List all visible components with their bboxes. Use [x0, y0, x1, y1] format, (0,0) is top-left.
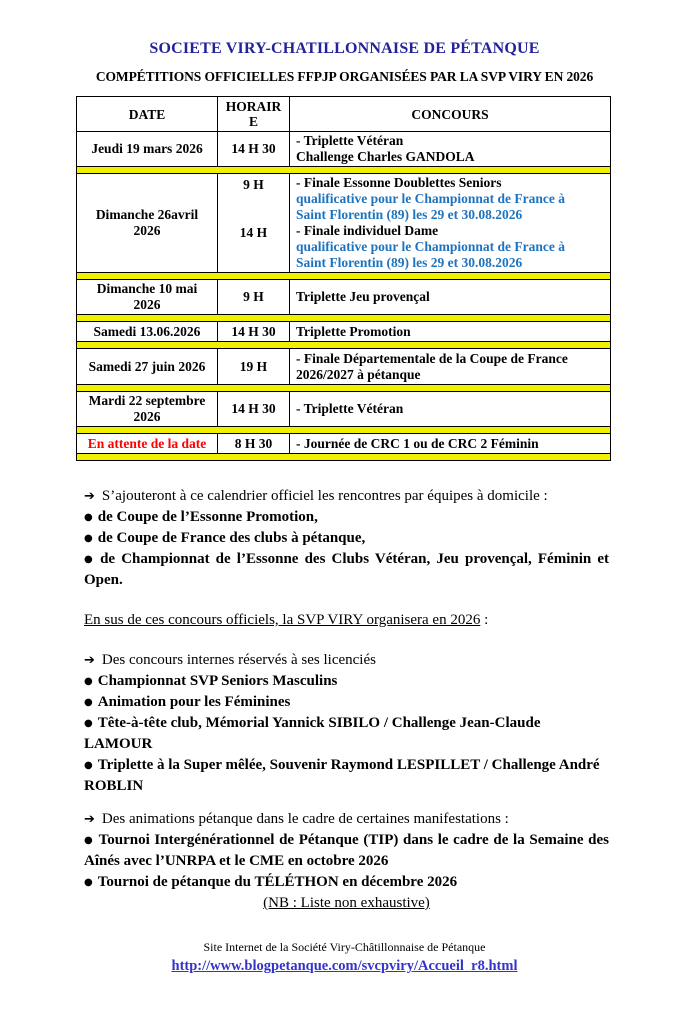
qualifier-line: qualificative pour le Championnat de France à	[296, 191, 566, 206]
time-cell: 14 H 30	[218, 322, 290, 342]
bullet-text: Tournoi de pétanque du TÉLÉTHON en décembre 2026	[97, 874, 458, 890]
time-cell: 14 H 30	[218, 392, 290, 427]
bullet-text: de Championnat de l’Essonne des Clubs Vétéran, Jeu provençal, Féminin et Open.	[84, 551, 609, 588]
bullet-icon: ●	[84, 835, 94, 846]
date-cell: Samedi 13.06.2026	[77, 322, 218, 342]
bullet-text: Tête-à-tête club, Mémorial Yannick SIBILO / Challenge Jean-Claude LAMOUR	[84, 715, 541, 752]
bullet-item	[84, 528, 609, 549]
event-line: Triplette Promotion	[296, 323, 411, 339]
table-row	[77, 132, 611, 167]
table-header-row	[77, 97, 611, 132]
separator-row	[77, 427, 611, 434]
time-value: 14 H	[239, 225, 268, 240]
site-link[interactable]: http://www.blogpetanque.com/svcpviry/Accueil_r8.html	[171, 958, 518, 974]
col-header-date: DATE	[77, 97, 218, 132]
bullet-icon: ●	[84, 512, 93, 523]
bullet-text: Championnat SVP Seniors Masculins	[97, 673, 338, 689]
bullet-icon: ●	[84, 760, 93, 771]
arrow-icon: ➔	[84, 812, 95, 827]
event-line: 2026/2027 à pétanque	[296, 366, 421, 382]
event-cell	[290, 322, 611, 342]
intro-text: Des concours internes réservés à ses licenciés	[101, 652, 376, 668]
col-header-concours: CONCOURS	[290, 97, 611, 132]
bullet-icon: ●	[84, 676, 93, 687]
event-line: - Finale Essonne Doublettes Seniors	[296, 175, 502, 190]
event-cell	[290, 349, 611, 385]
event-cell	[290, 392, 611, 427]
bullet-icon: ●	[84, 697, 93, 708]
internal-intro	[84, 650, 609, 671]
date-cell-pending: En attente de la date	[77, 434, 218, 454]
event-line: - Triplette Vétéran	[296, 401, 404, 416]
bullet-item	[84, 872, 609, 893]
time-cell: 8 H 30	[218, 434, 290, 454]
event-cell	[290, 132, 611, 167]
table-row	[77, 280, 611, 315]
separator-row	[77, 315, 611, 322]
time-value: 9 H	[243, 177, 264, 192]
qualifier-line: Saint Florentin (89) les 29 et 30.08.2026	[296, 207, 523, 222]
bullet-icon: ●	[84, 718, 93, 729]
event-line: - Finale Départementale de la Coupe de France	[296, 350, 568, 366]
separator-row	[77, 167, 611, 174]
event-line: - Triplette Vétéran	[296, 133, 404, 148]
bullet-icon: ●	[84, 877, 93, 888]
separator-row	[77, 342, 611, 349]
home-matches-intro	[84, 486, 609, 507]
competitions-table	[76, 96, 611, 461]
bullet-item	[84, 713, 609, 755]
date-cell: Jeudi 19 mars 2026	[77, 132, 218, 167]
bullet-item	[84, 830, 609, 872]
separator-row	[77, 454, 611, 461]
bullet-text: Triplette à la Super mêlée, Souvenir Raymond LESPILLET / Challenge André ROBLIN	[84, 757, 600, 794]
table-row	[77, 392, 611, 427]
event-line: - Journée de CRC 1 ou de CRC 2 Féminin	[296, 435, 539, 451]
animations-intro	[84, 809, 609, 830]
event-cell	[290, 280, 611, 315]
bullet-text: de Coupe de France des clubs à pétanque,	[97, 530, 366, 546]
bullet-icon: ●	[84, 554, 96, 565]
table-row	[77, 174, 611, 273]
arrow-icon: ➔	[84, 489, 95, 504]
bullet-item	[84, 549, 609, 591]
time-cell: 9 H	[218, 280, 290, 315]
event-line: Challenge Charles GANDOLA	[296, 149, 475, 164]
bullet-icon: ●	[84, 533, 93, 544]
event-cell	[290, 434, 611, 454]
intro-text: S’ajouteront à ce calendrier officiel les rencontres par équipes à domicile :	[101, 488, 548, 504]
bullet-text: Animation pour les Féminines	[97, 694, 291, 710]
qualifier-line: qualificative pour le Championnat de France à	[296, 239, 566, 254]
event-line: - Finale individuel Dame	[296, 223, 439, 238]
table-row	[77, 434, 611, 454]
bullet-text: Tournoi Intergénérationnel de Pétanque (TIP) dans le cadre de la Semaine des Aînés avec l’UNRPA et le CME en octobre 2026	[84, 832, 610, 869]
separator-row	[77, 385, 611, 392]
col-header-horaire: HORAIR E	[218, 97, 290, 132]
site-label: Site Internet de la Société Viry-Châtillonnaise de Pétanque	[203, 940, 486, 954]
time-cell: 19 H	[218, 349, 290, 385]
bullet-text: de Coupe de l’Essonne Promotion,	[97, 509, 318, 525]
time-cell: 14 H 30	[218, 132, 290, 167]
date-cell: Mardi 22 septembre 2026	[77, 392, 218, 427]
table-row	[77, 322, 611, 342]
bullet-item	[84, 671, 609, 692]
time-cell	[218, 174, 290, 273]
separator-row	[77, 273, 611, 280]
page-footer	[0, 940, 689, 975]
intro-text: Des animations pétanque dans le cadre de certaines manifestations :	[101, 811, 509, 827]
date-cell: Dimanche 26avril 2026	[77, 174, 218, 273]
bullet-item	[84, 755, 609, 797]
arrow-icon: ➔	[84, 653, 95, 668]
nb-note	[84, 893, 609, 914]
nb-note-text: (NB : Liste non exhaustive)	[263, 895, 430, 911]
bullet-item	[84, 692, 609, 713]
event-line: Triplette Jeu provençal	[296, 289, 430, 304]
extra-heading-text: En sus de ces concours officiels, la SVP VIRY organisera en 2026	[84, 612, 481, 628]
qualifier-line: Saint Florentin (89) les 29 et 30.08.2026	[296, 255, 523, 270]
extra-heading	[84, 610, 609, 631]
page-subtitle: COMPÉTITIONS OFFICIELLES FFPJP ORGANISÉES PAR LA SVP VIRY EN 2026	[95, 69, 594, 84]
bullet-item	[84, 507, 609, 528]
date-cell: Dimanche 10 mai 2026	[77, 280, 218, 315]
table-row	[77, 349, 611, 385]
event-cell	[290, 174, 611, 273]
body-text	[84, 486, 609, 914]
page-title: SOCIETE VIRY-CHATILLONNAISE DE PÉTANQUE	[149, 40, 540, 57]
extra-heading-suffix: :	[480, 612, 489, 628]
date-cell: Samedi 27 juin 2026	[77, 349, 218, 385]
